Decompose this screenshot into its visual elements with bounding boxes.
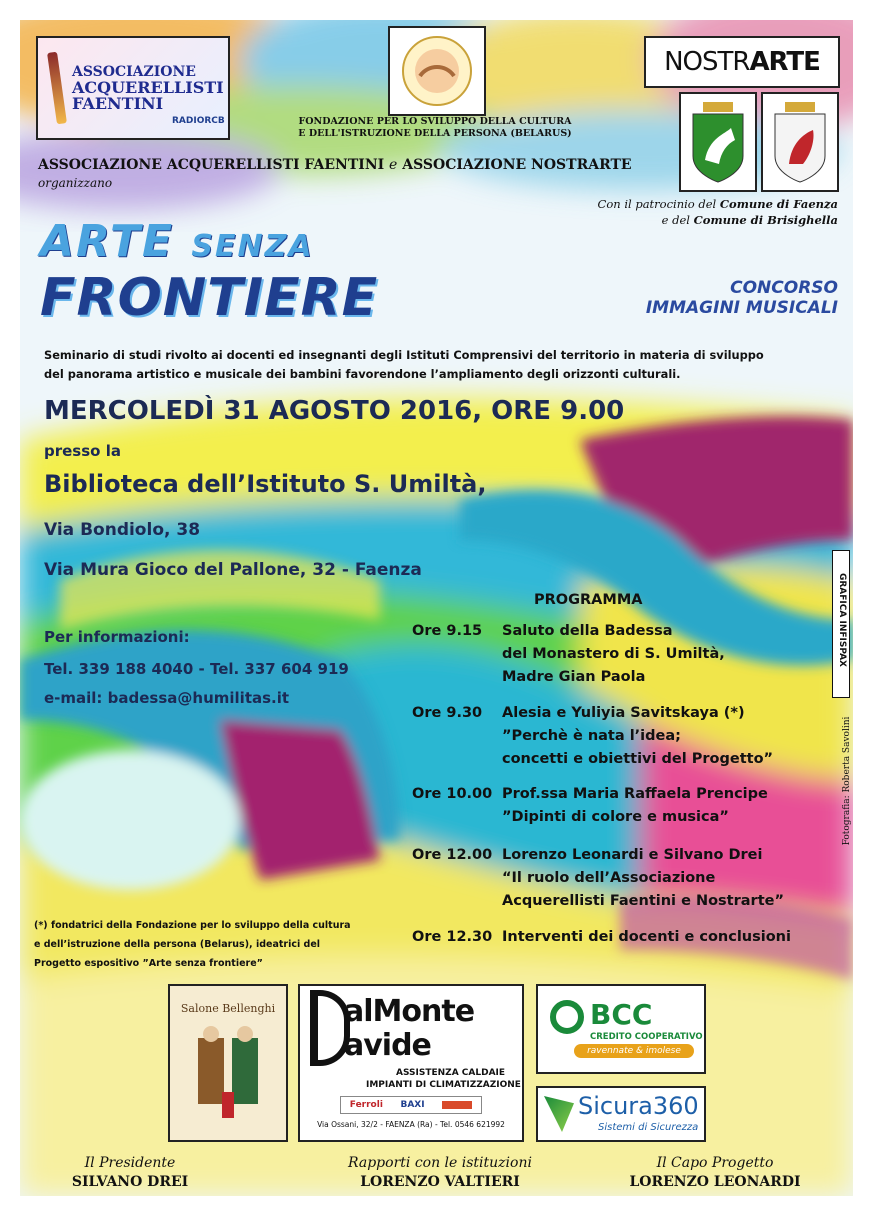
signature-institutions	[320, 1154, 560, 1192]
brush-icon	[47, 52, 67, 125]
info-phones: Tel. 339 188 4040 - Tel. 337 604 919	[44, 660, 349, 678]
poster	[20, 20, 853, 1196]
acquerellisti-line1: ASSOCIAZIONE	[72, 64, 196, 80]
dalmonte-name2: avide	[344, 1028, 431, 1063]
acquerellisti-line2: ACQUERELLISTI	[72, 78, 224, 97]
bcc-logo	[536, 984, 706, 1074]
dalmonte-davide-logo	[298, 984, 524, 1142]
signature-president	[40, 1154, 220, 1192]
programme-time: Ore 12.00	[412, 847, 493, 863]
fondazione-caption	[290, 116, 580, 140]
signature-name: LORENZO LEONARDI	[629, 1174, 801, 1190]
title-frontiere: FRONTIERE	[40, 268, 379, 328]
description-line2: del panorama artistico e musicale dei bambini favorendone l’ampliamento degli orizzonti culturali.	[44, 367, 681, 381]
footnote-line3: Progetto espositivo ”Arte senza frontiere”	[34, 958, 263, 969]
title-line1	[40, 216, 314, 267]
barbers-illustration-icon	[188, 1022, 268, 1122]
sicura360-symbol-icon	[544, 1096, 574, 1132]
nostrarte-logo	[644, 36, 840, 88]
programme-line: Acquerellisti Faentini e Nostrarte”	[502, 893, 784, 909]
organizer-acquerellisti: ASSOCIAZIONE ACQUERELLISTI FAENTINI	[38, 157, 385, 173]
organizers-connector: e	[389, 157, 398, 173]
contest-label	[580, 278, 838, 318]
programme-text	[502, 702, 773, 771]
programme-line: Saluto della Badessa	[502, 623, 673, 639]
description	[44, 346, 834, 384]
signature-name: LORENZO VALTIERI	[360, 1174, 520, 1190]
contest-line2: IMMAGINI MUSICALI	[645, 298, 838, 318]
event-address1: Via Bondiolo, 38	[44, 520, 201, 540]
patronage-line1-prefix: Con il patrocinio del	[597, 197, 717, 211]
bcc-line2: ravennate & imolese	[574, 1044, 694, 1058]
title-arte: ARTE	[40, 216, 175, 267]
nostrarte-part1: NOSTR	[664, 47, 750, 77]
bcc-line1: CREDITO COOPERATIVO	[590, 1032, 703, 1042]
bcc-name: BCC	[590, 998, 653, 1031]
sicura360-logo	[536, 1086, 706, 1142]
acquerellisti-logo	[36, 36, 230, 140]
salone-bellenghi-name: Salone Bellenghi	[180, 1002, 276, 1015]
signature-project-head	[620, 1154, 810, 1192]
programme-line: Alesia e Yuliyia Savitskaya (*)	[502, 705, 745, 721]
programme-text	[502, 844, 784, 913]
signature-role: Rapporti con le istituzioni	[348, 1155, 532, 1171]
programme-line: Interventi dei docenti e conclusioni	[502, 929, 791, 945]
event-venue: Biblioteca dell’Istituto S. Umiltà,	[44, 470, 487, 498]
dalmonte-name1: alMonte	[344, 994, 475, 1029]
programme-heading: PROGRAMMA	[534, 592, 643, 608]
programme-line: ”Dipinti di colore e musica”	[502, 809, 729, 825]
signature-role: Il Capo Progetto	[656, 1155, 774, 1171]
sicura360-name: Sicura360	[578, 1092, 699, 1120]
signature-name: SILVANO DREI	[71, 1174, 189, 1190]
contest-line1: CONCORSO	[730, 278, 838, 298]
dalmonte-address: Via Ossani, 32/2 - FAENZA (Ra) - Tel. 0546 621992	[317, 1120, 505, 1129]
photo-credit: Fotografia: Roberta Savolini	[842, 716, 852, 846]
faenza-coat-of-arms	[679, 92, 757, 192]
event-date: MERCOLEDÌ 31 AGOSTO 2016, ORE 9.00	[44, 396, 625, 426]
programme-time: Ore 12.30	[412, 929, 493, 945]
baxi-brand: BAXI	[400, 1100, 425, 1110]
nostrarte-part2: ARTE	[749, 47, 820, 77]
grafica-credit	[832, 550, 850, 698]
dalmonte-service2: IMPIANTI DI CLIMATIZZAZIONE	[366, 1080, 521, 1090]
patronage-line2-name: Comune di Brisighella	[693, 213, 838, 227]
bcc-symbol-icon	[550, 1000, 584, 1034]
programme-line: del Monastero di S. Umiltà,	[502, 646, 725, 662]
ferroli-brand: Ferroli	[349, 1100, 383, 1110]
programme-line: concetti e obiettivi del Progetto”	[502, 751, 774, 767]
title-senza: SENZA	[191, 229, 314, 264]
fondazione-logo	[388, 26, 486, 116]
event-address2: Via Mura Gioco del Pallone, 32 - Faenza	[44, 560, 422, 580]
programme-line: Madre Gian Paola	[502, 669, 646, 685]
acquerellisti-line3: FAENTINI	[72, 94, 164, 113]
salone-bellenghi-logo	[168, 984, 288, 1142]
dalmonte-service1: ASSISTENZA CALDAIE	[396, 1068, 506, 1078]
hands-emblem-icon	[390, 28, 484, 114]
programme-time: Ore 10.00	[412, 786, 493, 802]
grafica-credit-text: GRAFICA INFISPAX	[837, 572, 847, 668]
fondazione-caption-line2: E DELL'ISTRUZIONE DELLA PERSONA (BELARUS)	[298, 128, 572, 139]
programme-line: ”Perchè è nata l’idea;	[502, 728, 681, 744]
organizer-nostrarte: ASSOCIAZIONE NOSTRARTE	[402, 157, 632, 173]
programme-text	[502, 783, 768, 829]
patronage-line2-prefix: e del	[661, 213, 690, 227]
organizers-line	[38, 157, 632, 173]
organizers-verb: organizzano	[38, 176, 113, 190]
dalmonte-brands-strip	[340, 1096, 482, 1114]
brand3-swatch	[442, 1101, 472, 1109]
programme-time: Ore 9.30	[412, 705, 483, 721]
footnote-line1: (*) fondatrici della Fondazione per lo sviluppo della cultura	[34, 920, 351, 931]
fondazione-caption-line1: FONDAZIONE PER LO SVILUPPO DELLA CULTURA	[298, 116, 572, 127]
info-email[interactable]: e-mail: badessa@humilitas.it	[44, 689, 290, 707]
programme-text	[502, 620, 725, 689]
patronage	[580, 196, 838, 228]
patronage-line1-name: Comune di Faenza	[719, 197, 838, 211]
signature-role: Il Presidente	[84, 1155, 176, 1171]
brisighella-coat-of-arms	[761, 92, 839, 192]
footnote	[34, 916, 351, 973]
programme-line: “Il ruolo dell’Associazione	[502, 870, 716, 886]
radio-rcb-label: RADIORCB	[172, 116, 225, 126]
sicura360-tagline: Sistemi di Sicurezza	[598, 1122, 699, 1133]
programme-line: Lorenzo Leonardi e Silvano Drei	[502, 847, 763, 863]
description-line1: Seminario di studi rivolto ai docenti ed insegnanti degli Istituti Comprensivi del territorio in materia di sviluppo	[44, 348, 764, 362]
event-presso: presso la	[44, 442, 121, 460]
info-heading: Per informazioni:	[44, 628, 190, 646]
programme-time: Ore 9.15	[412, 623, 483, 639]
footnote-line2: e dell’istruzione della persona (Belarus), ideatrici del	[34, 939, 321, 950]
programme-line: Prof.ssa Maria Raffaela Prencipe	[502, 786, 768, 802]
programme-text	[502, 926, 791, 949]
